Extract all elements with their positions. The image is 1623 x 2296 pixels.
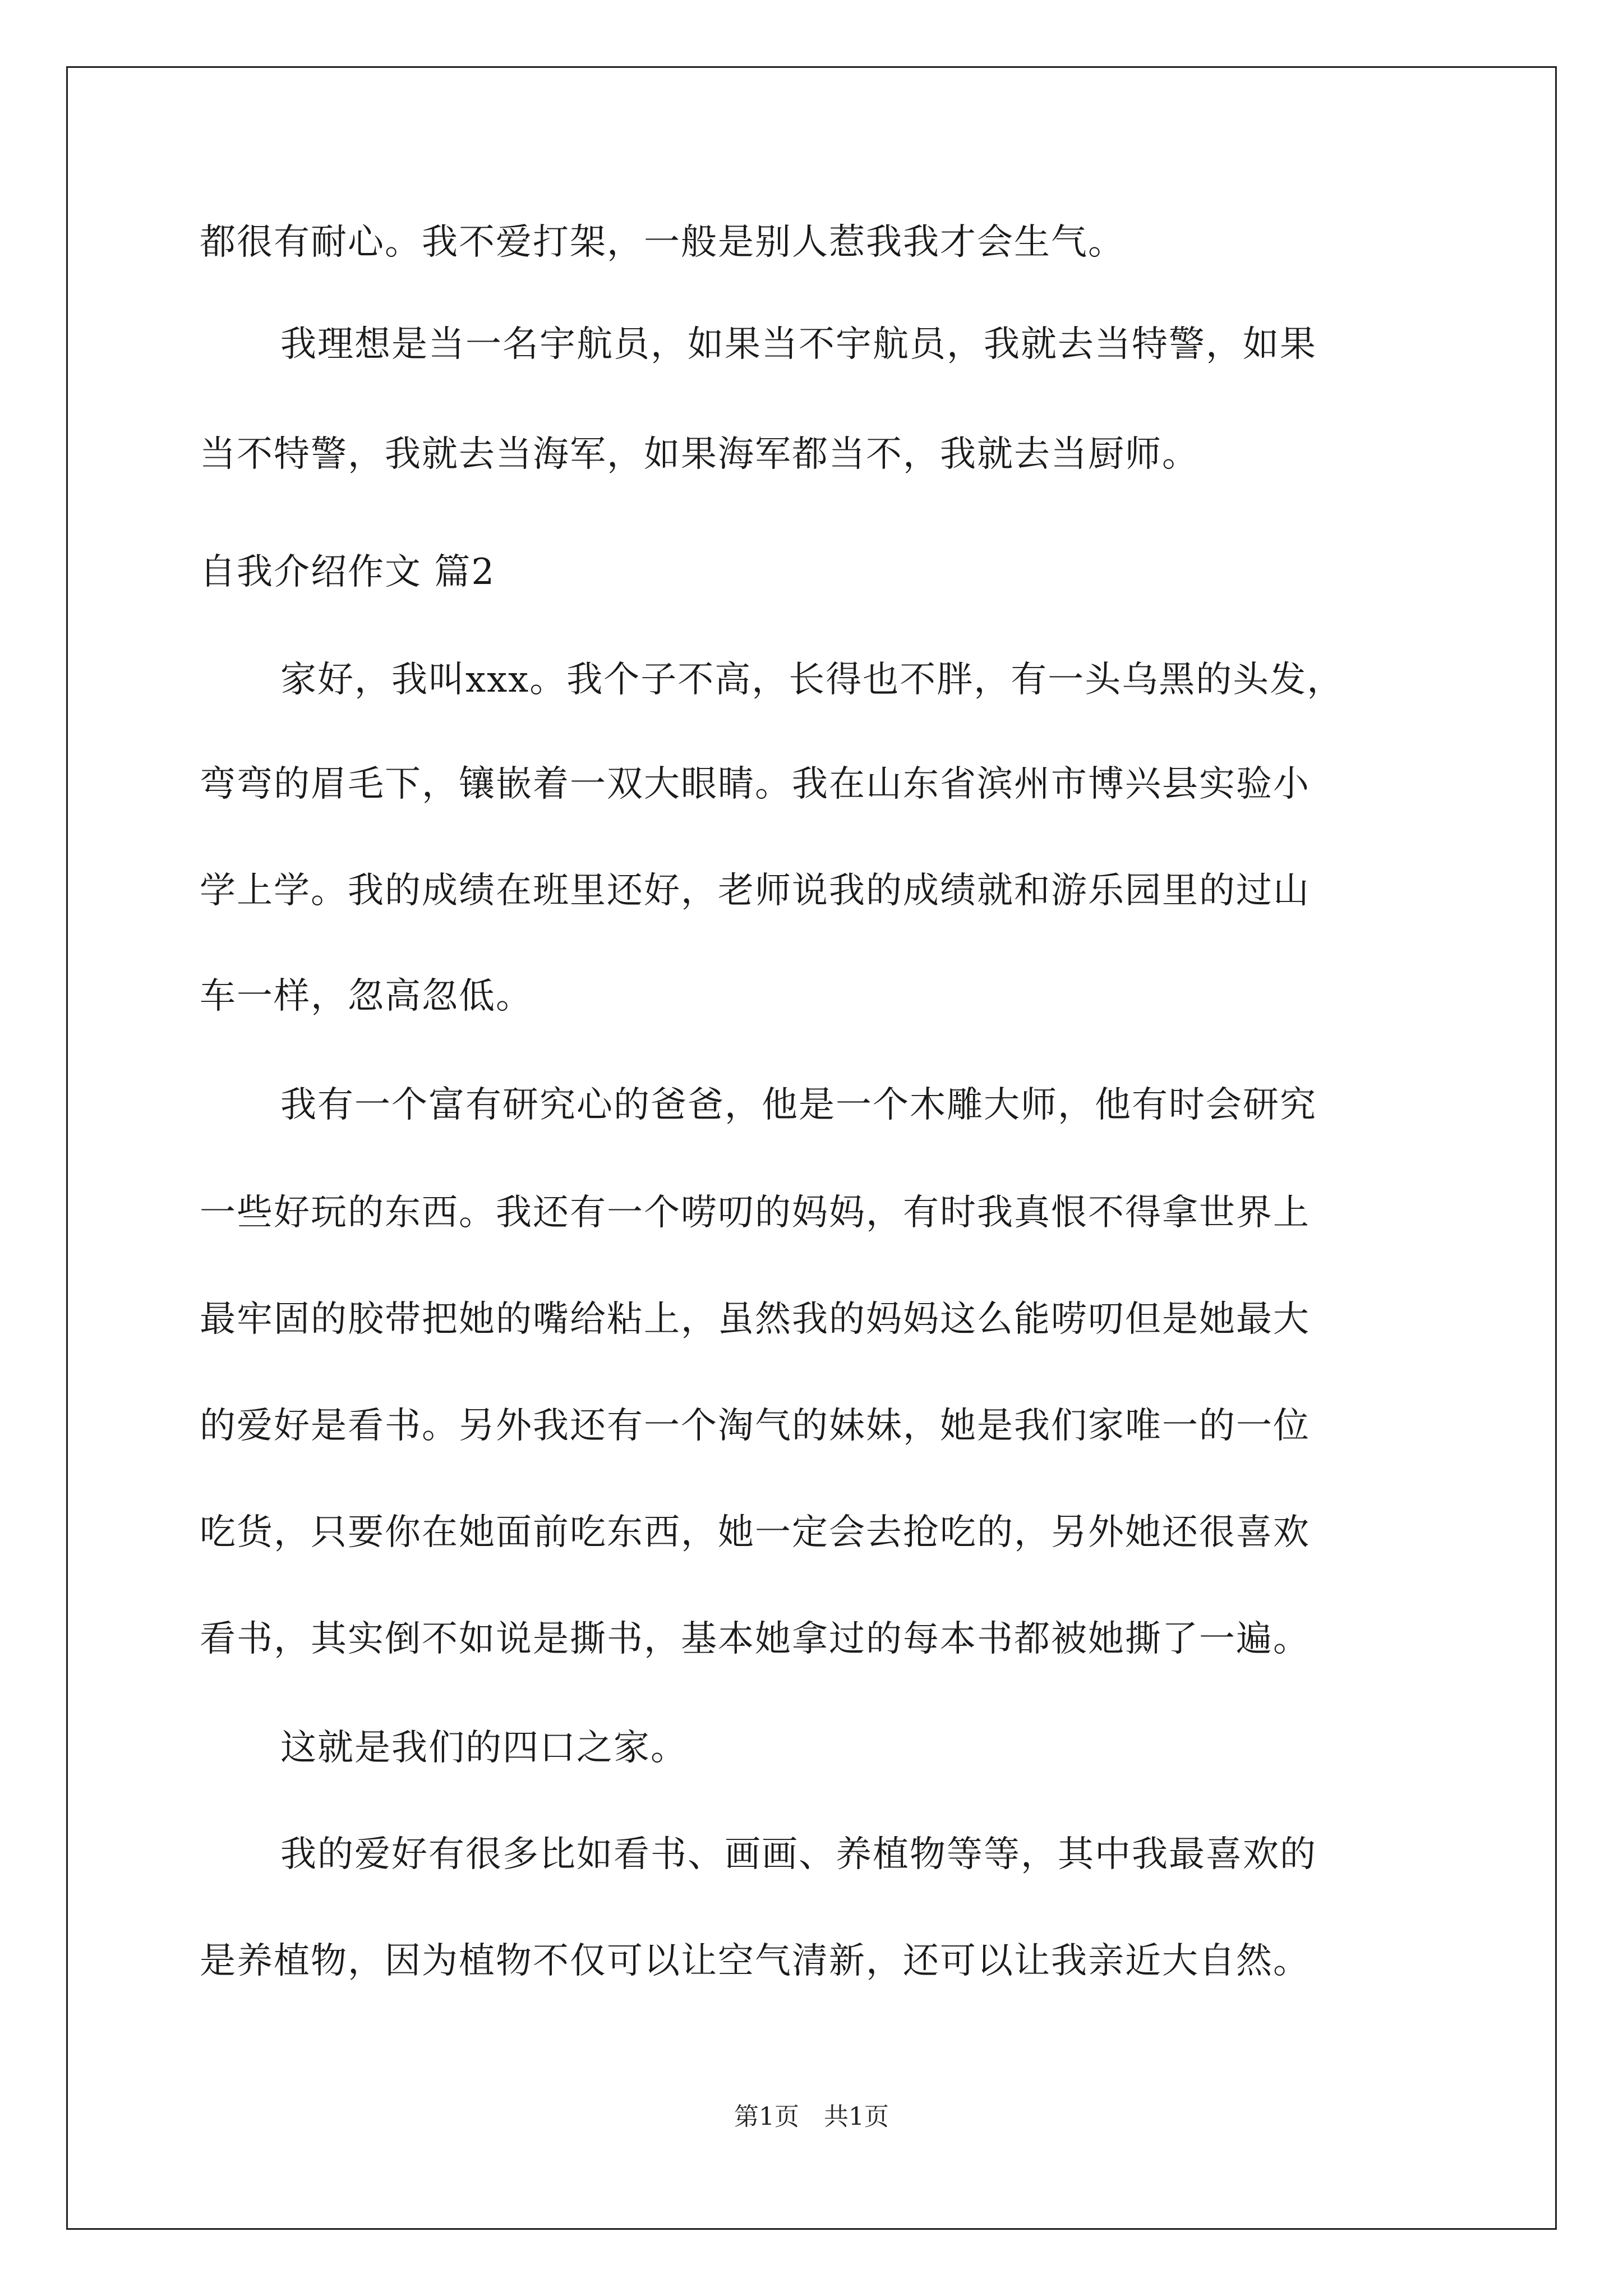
paragraph-first-line: 我的爱好有很多比如看书、画画、养植物等等，其中我最喜欢的 bbox=[280, 1834, 1317, 1875]
body-line: 看书，其实倒不如说是撕书，基本她拿过的每本书都被她撕了一遍。 bbox=[200, 1618, 1310, 1660]
body-line: 当不特警，我就去当海军，如果海军都当不，我就去当厨师。 bbox=[200, 434, 1199, 475]
body-line: 一些好玩的东西。我还有一个唠叨的妈妈，有时我真恨不得拿世界上 bbox=[200, 1192, 1310, 1234]
paragraph-first-line: 这就是我们的四口之家。 bbox=[280, 1727, 688, 1769]
paragraph-first-line: 我理想是当一名宇航员，如果当不宇航员，我就去当特警，如果 bbox=[280, 324, 1317, 365]
body-line: 弯弯的眉毛下，镶嵌着一双大眼睛。我在山东省滨州市博兴县实验小 bbox=[200, 763, 1310, 805]
body-line: 的爱好是看书。另外我还有一个淘气的妹妹，她是我们家唯一的一位 bbox=[200, 1405, 1310, 1447]
paragraph-first-line: 家好，我叫xxx。我个子不高，长得也不胖，有一头乌黑的头发， bbox=[280, 659, 1344, 701]
body-line: 车一样，忽高忽低。 bbox=[200, 976, 533, 1017]
page-number-footer: 第1页 共1页 bbox=[734, 2102, 889, 2131]
page-border bbox=[66, 66, 1557, 2230]
body-line: 最牢固的胶带把她的嘴给粘上，虽然我的妈妈这么能唠叨但是她最大 bbox=[200, 1299, 1310, 1340]
body-line: 吃货，只要你在她面前吃东西，她一定会去抢吃的，另外她还很喜欢 bbox=[200, 1512, 1310, 1553]
body-line: 是养植物，因为植物不仅可以让空气清新，还可以让我亲近大自然。 bbox=[200, 1940, 1310, 1982]
body-line: 学上学。我的成绩在班里还好，老师说我的成绩就和游乐园里的过山 bbox=[200, 870, 1310, 912]
section-heading: 自我介绍作文 篇2 bbox=[200, 551, 496, 593]
paragraph-first-line: 我有一个富有研究心的爸爸，他是一个木雕大师，他有时会研究 bbox=[280, 1084, 1317, 1126]
body-line: 都很有耐心。我不爱打架，一般是别人惹我我才会生气。 bbox=[200, 222, 1125, 263]
